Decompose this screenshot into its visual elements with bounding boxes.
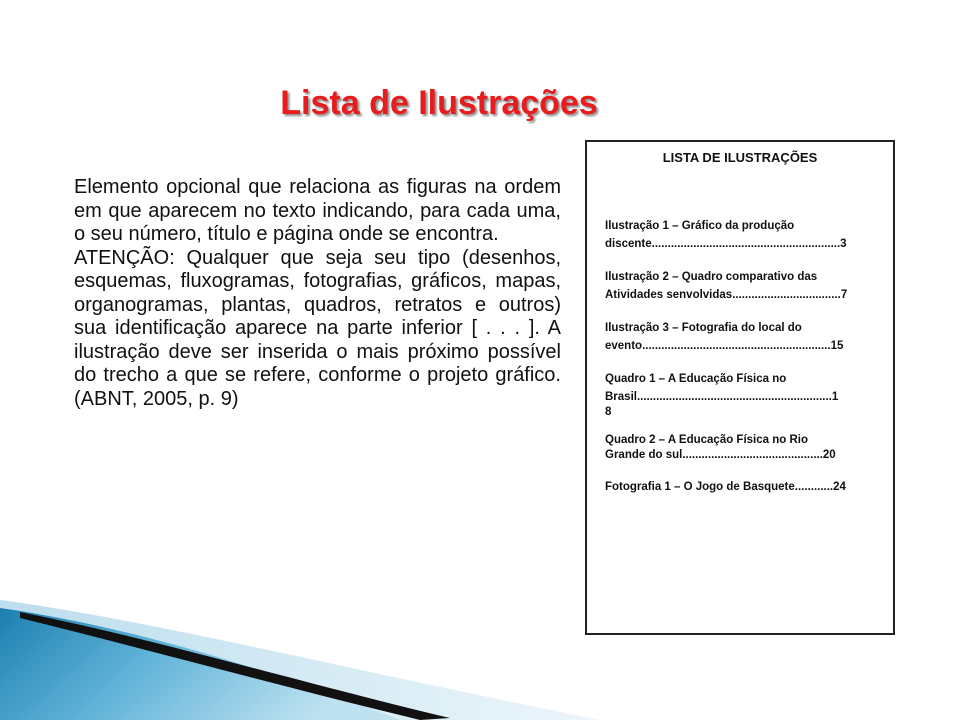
body-paragraph-1: Elemento opcional que relaciona as figuras na ordem em que aparecem no texto indicando, para cada uma, o seu número, título e página onde se encontra. — [74, 176, 561, 245]
list-entry-line: Brasil.............................................................1 — [605, 391, 839, 403]
swoosh-blue-band — [0, 608, 400, 720]
list-entry-line: 8 — [605, 406, 612, 418]
list-entry-line: Grande do sul............................................20 — [605, 449, 836, 461]
slide-title: Lista de Ilustrações — [280, 84, 598, 122]
list-entry-line: Ilustração 3 – Fotografia do local do — [605, 322, 802, 334]
list-entry — [605, 478, 887, 496]
body-text — [74, 176, 561, 411]
swoosh-dark-stripe — [20, 612, 450, 720]
swoosh-light-band — [0, 600, 600, 720]
list-entry-line: Quadro 1 – A Educação Física no — [605, 373, 787, 385]
list-entry — [605, 370, 887, 418]
list-box-heading: LISTA DE ILUSTRAÇÕES — [662, 150, 818, 165]
list-entry — [605, 319, 887, 355]
list-entry — [605, 268, 887, 304]
list-entry-line: Ilustração 1 – Gráfico da produção — [605, 220, 795, 232]
list-entry-line: Quadro 2 – A Educação Física no Rio — [605, 434, 809, 446]
list-entry-line: Fotografia 1 – O Jogo de Basquete............24 — [605, 481, 846, 493]
list-box-entries — [605, 217, 887, 511]
list-entry-line: Atividades senvolvidas..................................7 — [605, 289, 848, 301]
illustration-list-box — [585, 140, 895, 635]
list-entry-line: discente...........................................................3 — [605, 238, 847, 250]
list-entry — [605, 433, 887, 463]
list-entry-line: evento...........................................................15 — [605, 340, 844, 352]
list-entry — [605, 217, 887, 253]
body-paragraph-2: ATENÇÃO: Qualquer que seja seu tipo (desenhos, esquemas, fluxogramas, fotografias, gráficos, mapas, organogramas, plantas, quadros, retratos e outros) sua identificação aparece na parte inferior [ . . . ]. A ilustração deve ser inserida o mais próximo possível do trecho a que se refere, conforme o projeto gráfico. (ABNT, 2005, p. 9) — [74, 246, 561, 410]
list-entry-line: Ilustração 2 – Quadro comparativo das — [605, 271, 818, 283]
